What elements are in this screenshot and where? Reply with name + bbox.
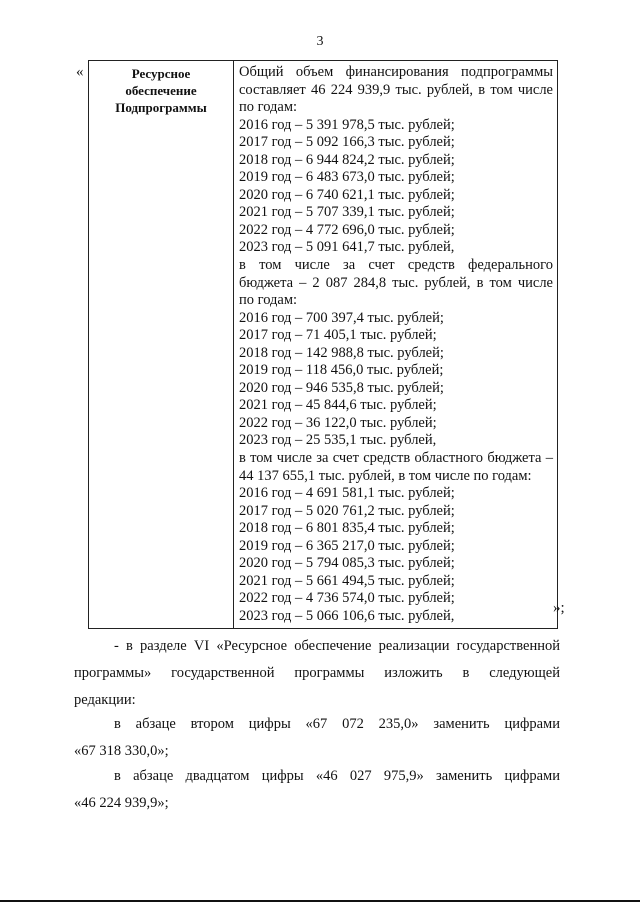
funding-line: 2018 год – 142 988,8 тыс. рублей; xyxy=(239,344,444,361)
funding-line: 2020 год – 5 794 085,3 тыс. рублей; xyxy=(239,555,455,572)
label-line: Подпрограммы xyxy=(115,100,207,115)
paragraph-section-vi xyxy=(74,638,560,709)
paragraph-line: программы» государственной программы изложить в следующей xyxy=(74,665,560,681)
funding-line: 2022 год – 4 772 696,0 тыс. рублей; xyxy=(239,221,455,238)
funding-line: 2020 год – 946 535,8 тыс. рублей; xyxy=(239,379,444,396)
table-label-cell xyxy=(89,61,234,629)
funding-line: 2016 год – 5 391 978,5 тыс. рублей; xyxy=(239,116,455,133)
paragraph-twentieth-abzac xyxy=(74,768,560,812)
funding-line: 2023 год – 25 535,1 тыс. рублей, xyxy=(239,432,437,449)
label-line: Ресурсное xyxy=(131,66,191,81)
page-number: 3 xyxy=(316,34,324,49)
funding-line: 2017 год – 5 092 166,3 тыс. рублей; xyxy=(239,134,455,151)
paragraph-line: редакции: xyxy=(74,692,136,708)
funding-line: по годам: xyxy=(239,99,298,116)
opening-quote: « xyxy=(76,64,84,80)
funding-line: 2016 год – 700 397,4 тыс. рублей; xyxy=(239,309,444,326)
table-content-cell xyxy=(234,61,558,629)
funding-line: 2016 год – 4 691 581,1 тыс. рублей; xyxy=(239,485,455,502)
funding-line: 2018 год – 6 801 835,4 тыс. рублей; xyxy=(239,520,455,537)
funding-line: бюджета – 2 087 284,8 тыс. рублей, в том числе xyxy=(239,274,553,291)
paragraph-second-abzac xyxy=(74,716,560,760)
funding-line: 2023 год – 5 066 106,6 тыс. рублей, xyxy=(239,607,455,624)
paragraph-line: в абзаце двадцатом цифры «46 027 975,9» заменить цифрами xyxy=(114,768,560,784)
funding-line: по годам: xyxy=(239,292,298,309)
funding-line: Общий объем финансирования подпрограммы xyxy=(239,64,553,80)
paragraph-line: в абзаце втором цифры «67 072 235,0» заменить цифрами xyxy=(114,716,560,732)
closing-quote: »; xyxy=(553,600,565,616)
paragraph-line: «67 318 330,0»; xyxy=(74,743,169,759)
funding-line: 2021 год – 5 707 339,1 тыс. рублей; xyxy=(239,204,455,221)
funding-line: 2022 год – 4 736 574,0 тыс. рублей; xyxy=(239,590,455,607)
funding-line: 2019 год – 118 456,0 тыс. рублей; xyxy=(239,362,444,379)
funding-line: 2017 год – 5 020 761,2 тыс. рублей; xyxy=(239,502,455,519)
footer-rule xyxy=(0,900,640,902)
paragraph-line: - в разделе VI «Ресурсное обеспечение реализации государственной xyxy=(114,638,560,654)
funding-line: 2022 год – 36 122,0 тыс. рублей; xyxy=(239,414,437,431)
funding-line: 2019 год – 6 365 217,0 тыс. рублей; xyxy=(239,537,455,554)
funding-line: составляет 46 224 939,9 тыс. рублей, в том числе xyxy=(239,81,553,98)
funding-line: 2020 год – 6 740 621,1 тыс. рублей; xyxy=(239,186,455,203)
resource-table xyxy=(88,60,558,629)
funding-line: 2018 год – 6 944 824,2 тыс. рублей; xyxy=(239,151,455,168)
funding-line: 2019 год – 6 483 673,0 тыс. рублей; xyxy=(239,169,455,186)
paragraph-line: «46 224 939,9»; xyxy=(74,795,169,811)
table-row xyxy=(89,61,558,629)
funding-line: 2021 год – 5 661 494,5 тыс. рублей; xyxy=(239,572,455,589)
funding-line: 2021 год – 45 844,6 тыс. рублей; xyxy=(239,397,437,414)
funding-line: 44 137 655,1 тыс. рублей, в том числе по годам: xyxy=(239,467,532,484)
funding-line: в том числе за счет средств федерального xyxy=(239,257,553,274)
funding-line: 2017 год – 71 405,1 тыс. рублей; xyxy=(239,327,437,344)
funding-line: 2023 год – 5 091 641,7 тыс. рублей, xyxy=(239,239,455,256)
label-line: обеспечение xyxy=(125,83,197,98)
funding-line: в том числе за счет средств областного бюджета – xyxy=(239,450,553,467)
